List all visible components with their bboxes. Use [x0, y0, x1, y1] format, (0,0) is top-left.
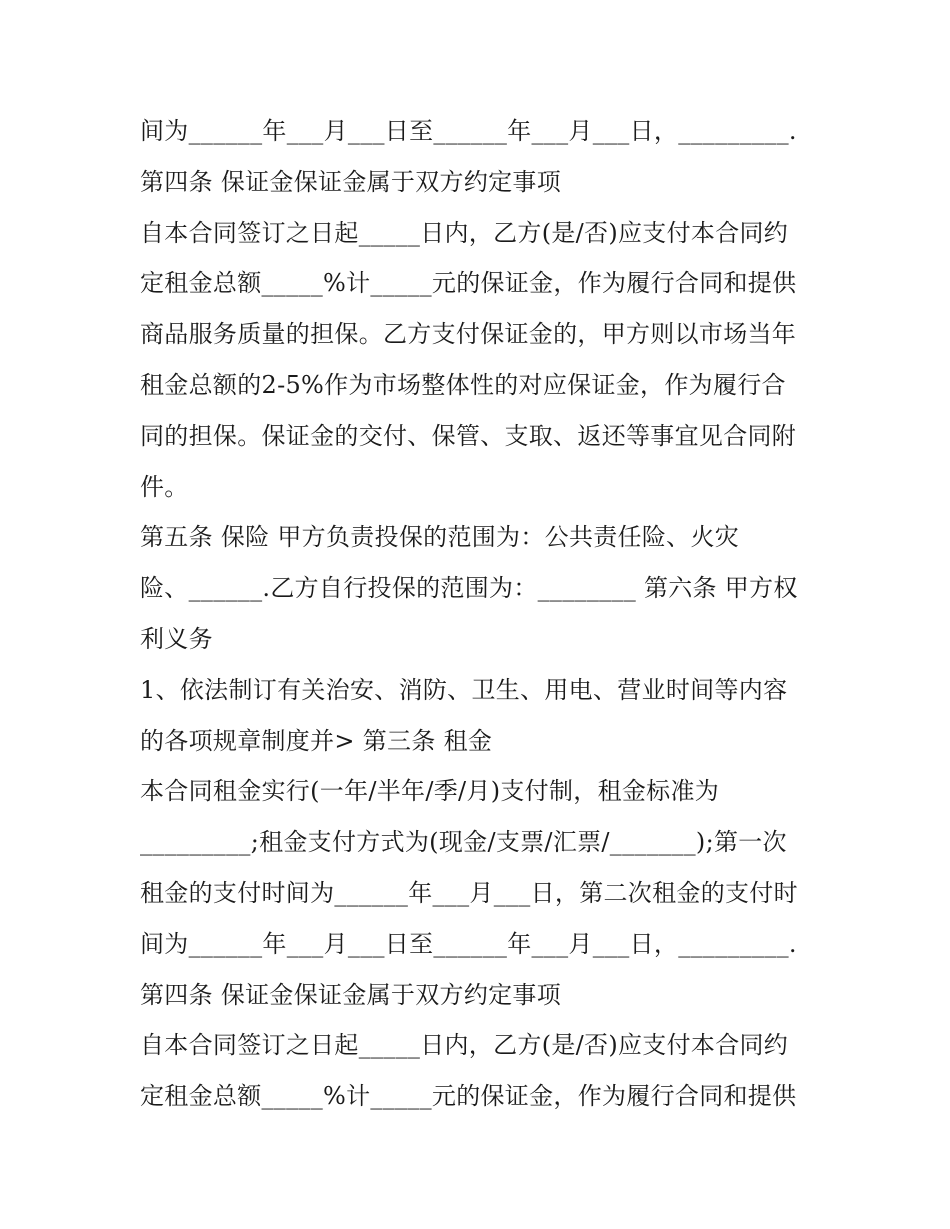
- contract-text-body: [140, 106, 820, 1122]
- text-line: 利义务: [140, 624, 213, 653]
- text-line: 定租金总额_____%计_____元的保证金，作为履行合同和提供: [140, 269, 797, 298]
- text-line: 租金的支付时间为______年___月___日，第二次租金的支付时: [140, 878, 798, 907]
- text-line: 间为______年___月___日至______年___月___日，_________.: [140, 929, 797, 958]
- text-line: 间为______年___月___日至______年___月___日，_________.: [140, 117, 797, 145]
- text-line: 件。: [140, 472, 189, 501]
- text-line: 1、依法制订有关治安、消防、卫生、用电、营业时间等内容: [140, 675, 788, 704]
- text-line: 的各项规章制度并> 第三条 租金: [140, 726, 493, 755]
- text-line: 第四条 保证金保证金属于双方约定事项: [140, 980, 562, 1009]
- text-line: 第五条 保险 甲方负责投保的范围为：公共责任险、火灾: [140, 523, 740, 552]
- text-line: 自本合同签订之日起_____日内，乙方(是/否)应支付本合同约: [140, 1031, 789, 1060]
- text-line: 自本合同签订之日起_____日内，乙方(是/否)应支付本合同约: [140, 218, 789, 247]
- text-line: 本合同租金实行(一年/半年/季/月)支付制，租金标准为: [140, 777, 720, 806]
- text-line: 定租金总额_____%计_____元的保证金，作为履行合同和提供: [140, 1082, 797, 1111]
- text-line: 险、______.乙方自行投保的范围为：________ 第六条 甲方权: [140, 574, 798, 603]
- text-line: 同的担保。保证金的交付、保管、支取、返还等事宜见合同附: [140, 421, 797, 450]
- text-line: 商品服务质量的担保。乙方支付保证金的，甲方则以市场当年: [140, 320, 797, 349]
- text-line: _________;租金支付方式为(现金/支票/汇票/_______);第一次: [140, 828, 787, 857]
- text-line: 第四条 保证金保证金属于双方约定事项: [140, 167, 562, 196]
- text-line: 租金总额的2-5%作为市场整体性的对应保证金，作为履行合: [140, 370, 786, 399]
